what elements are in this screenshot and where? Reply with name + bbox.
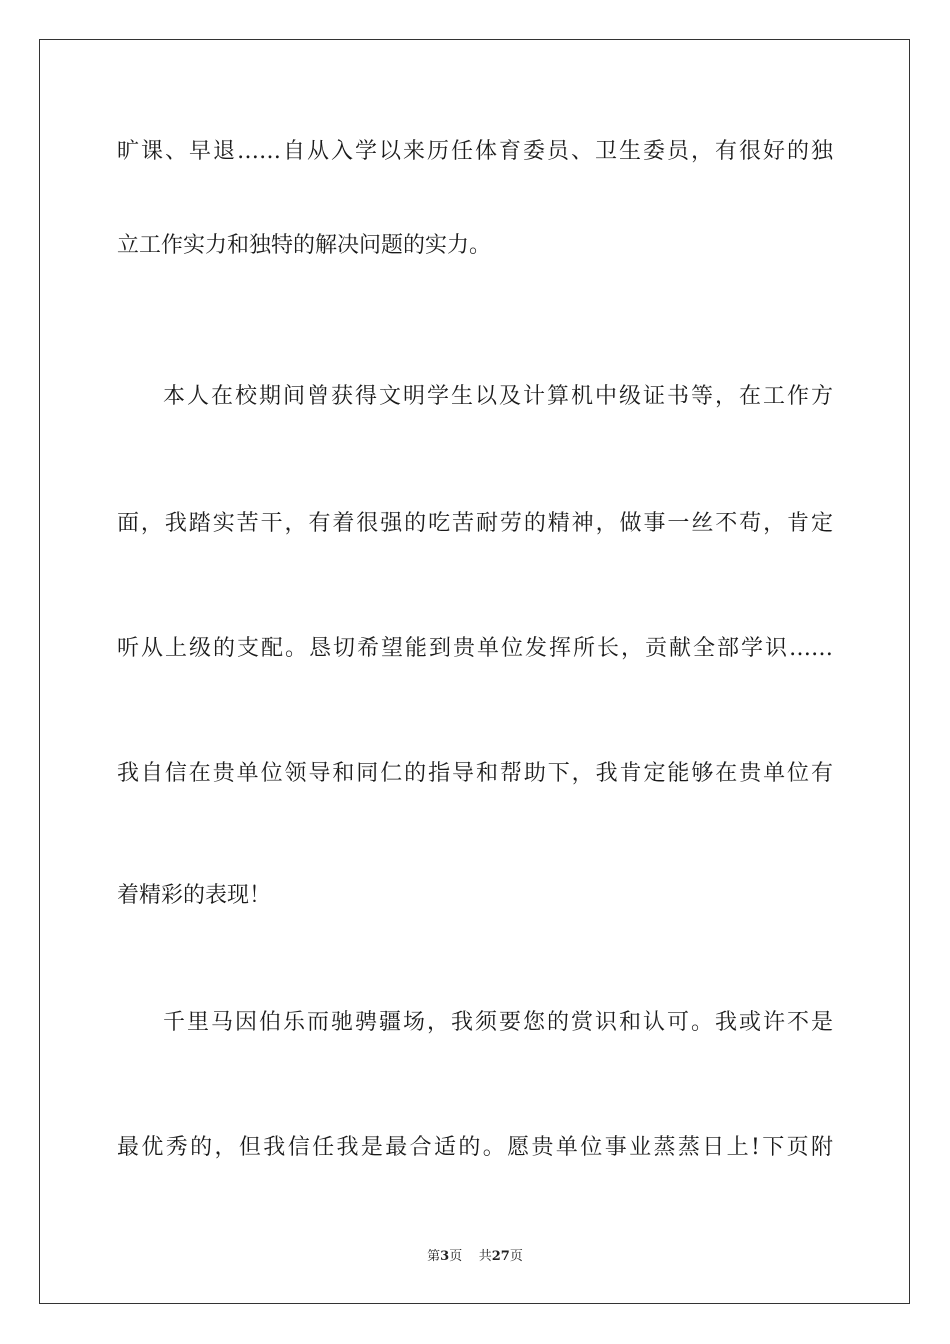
page-border (39, 39, 910, 1304)
footer-page-suffix: 页 (449, 1249, 463, 1264)
body-text-line: 我自信在贵单位领导和同仁的指导和帮助下，我肯定能够在贵单位有 (117, 761, 833, 786)
footer-current-page: 3 (440, 1249, 450, 1264)
footer-page-prefix: 第 (427, 1249, 441, 1264)
footer-total-pages: 27 (491, 1249, 510, 1264)
page-footer (0, 1247, 950, 1267)
body-text-line: 最优秀的，但我信任我是最合适的。愿贵单位事业蒸蒸日上!下页附 (117, 1135, 833, 1160)
body-text-line: 本人在校期间曾获得文明学生以及计算机中级证书等，在工作方 (163, 384, 833, 409)
footer-total-suffix: 页 (509, 1249, 523, 1264)
body-text-line: 立工作实力和独特的解决问题的实力。 (117, 233, 492, 258)
footer-total-prefix: 共 (478, 1249, 492, 1264)
body-text-line: 听从上级的支配。恳切希望能到贵单位发挥所长，贡献全部学识…… (117, 636, 833, 661)
body-text-line: 千里马因伯乐而驰骋疆场，我须要您的赏识和认可。我或许不是 (163, 1010, 833, 1035)
body-text-line: 旷课、早退……自从入学以来历任体育委员、卫生委员，有很好的独 (117, 139, 833, 164)
body-text-line: 着精彩的表现！ (117, 883, 272, 908)
body-text-line: 面，我踏实苦干，有着很强的吃苦耐劳的精神，做事一丝不苟，肯定 (117, 511, 833, 536)
